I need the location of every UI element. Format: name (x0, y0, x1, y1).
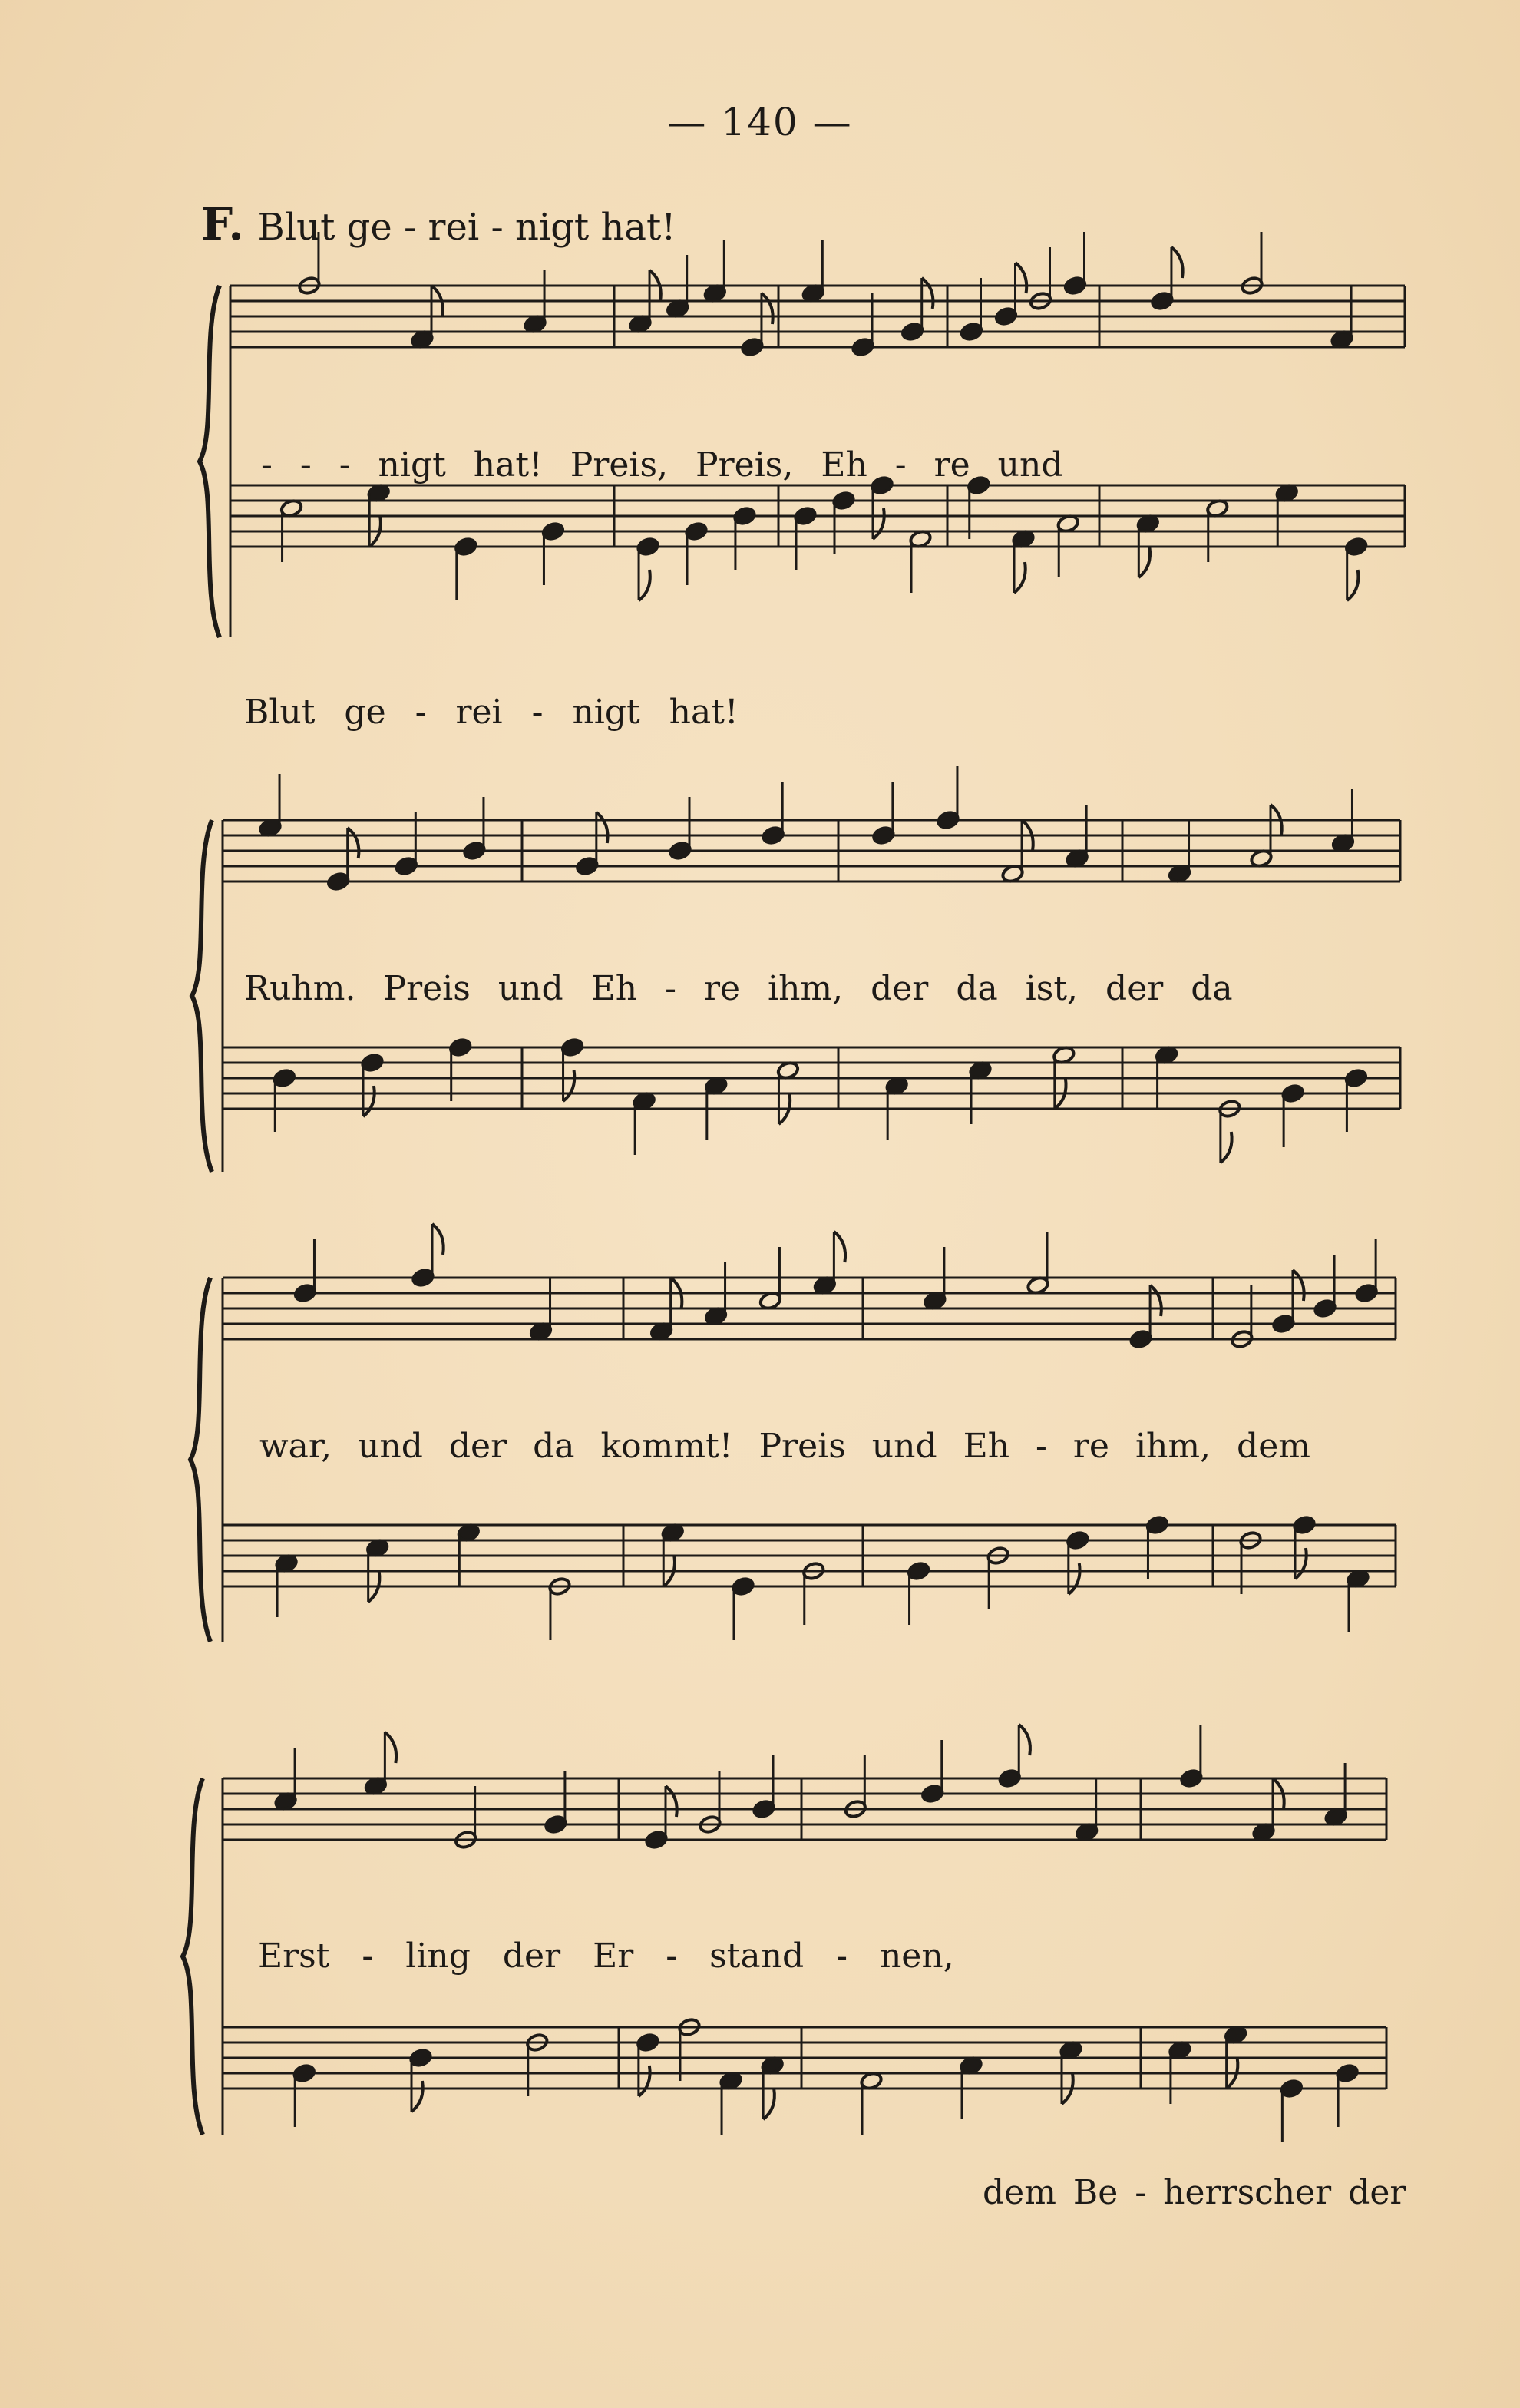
lyrics-system-2-upper: Ruhm. Preis und Eh - re ihm, der da ist, der da (244, 969, 1233, 1008)
lyrics-system-4-upper: Erst - ling der Er - stand - nen, (258, 1937, 954, 1976)
note-flag-1-2-2-1 (639, 570, 650, 600)
brace-3 (190, 1278, 210, 1642)
note-flag-4-1-1-2 (385, 1732, 396, 1763)
brace-2 (192, 820, 212, 1172)
note-flag-1-1-2-4 (762, 293, 773, 324)
heading-text: Blut ge - rei - nigt hat! (257, 206, 676, 249)
note-flag-4-2-2-1 (639, 2066, 650, 2096)
note-flag-4-1-2-1 (666, 1786, 677, 1817)
note-flag-3-1-3-3 (1150, 1285, 1161, 1316)
note-flag-4-2-2-4 (763, 2089, 775, 2119)
note-flag-1-2-5-4 (1347, 570, 1359, 600)
note-flag-3-2-3-3 (1069, 1563, 1080, 1594)
page-number: — 140 — (667, 100, 853, 144)
note-flag-1-1-4-2 (1016, 263, 1027, 293)
note-flag-4-1-3-3 (1019, 1725, 1030, 1755)
note-flag-3-1-2-4 (834, 1232, 845, 1262)
note-flag-1-1-3-3 (922, 278, 933, 309)
note-flag-1-1-5-1 (1171, 247, 1183, 278)
note-flag-2-2-1-2 (363, 1086, 375, 1116)
lyrics-system-1-lower: Blut ge - rei - nigt hat! (244, 693, 739, 732)
brace-1 (200, 286, 220, 637)
note-flag-3-2-4-2 (1295, 1548, 1307, 1579)
note-flag-3-1-4-2 (1293, 1270, 1304, 1301)
note-flag-1-2-4-2 (1014, 562, 1026, 593)
note-flag-1-2-3-3 (873, 508, 884, 539)
brace-4 (183, 1778, 203, 2135)
note-flag-4-2-1-2 (411, 2081, 423, 2112)
section-mark: F. (201, 198, 244, 250)
note-flag-2-1-1-2 (348, 828, 359, 858)
lyrics-system-3-upper: war, und der da kommt! Preis und Eh - re ihm, dem (259, 1427, 1310, 1466)
note-flag-2-1-2-1 (596, 812, 608, 843)
lyrics-system-1-upper: - - - nigt hat! Preis, Preis, Eh - re und (261, 445, 1063, 485)
note-flag-2-2-4-2 (1221, 1132, 1232, 1163)
note-flag-1-2-5-1 (1138, 547, 1150, 577)
note-flag-2-2-2-1 (563, 1070, 575, 1101)
lyrics-system-4-lower: dem Be - herrscher der (983, 2173, 1406, 2212)
note-flag-3-1-1-2 (432, 1224, 444, 1255)
